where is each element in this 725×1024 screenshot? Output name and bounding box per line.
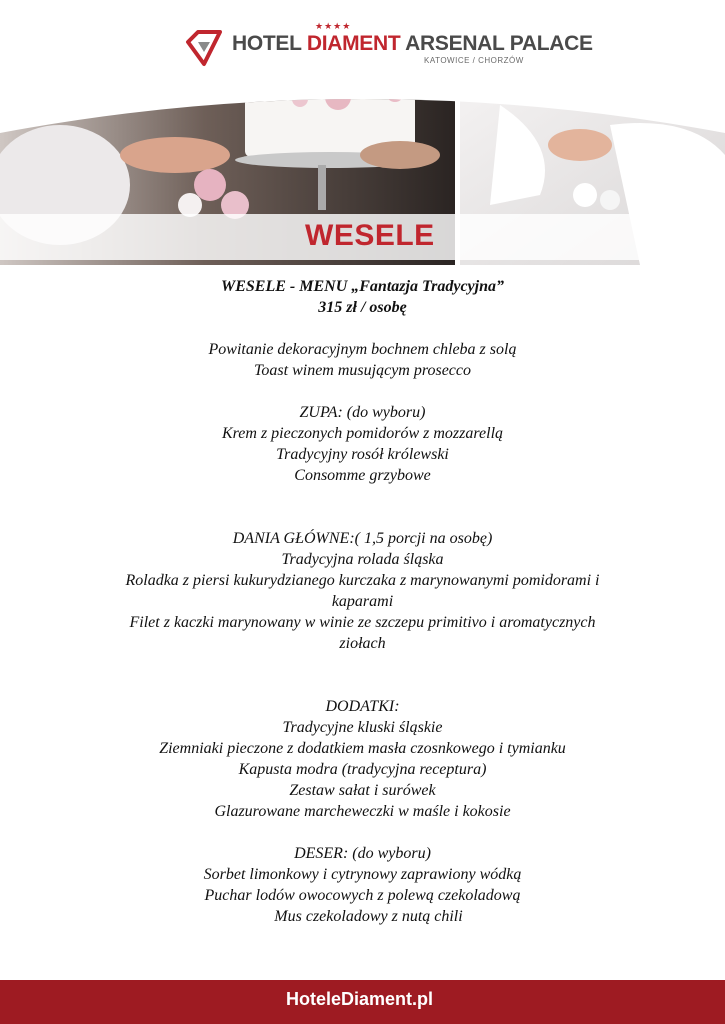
- main-item: ziołach: [339, 635, 386, 652]
- welcome-item: Toast winem musującym prosecco: [253, 362, 472, 379]
- dessert-heading: DESER: (do wyboru): [294, 845, 431, 862]
- hotel-city: KATOWICE / CHORZÓW: [424, 56, 524, 65]
- dessert-item: Sorbet limonkowy i cytrynowy zaprawiony wódką: [203, 866, 522, 883]
- side-item: Tradycyjne kluski śląskie: [282, 719, 443, 736]
- side-item: Kapusta modra (tradycyjna receptura): [238, 761, 487, 778]
- menu-price: 315 zł / osobę: [318, 299, 407, 316]
- welcome-item: Powitanie dekoracyjnym bochnem chleba z solą: [208, 341, 517, 358]
- hotel-name-part3: ARSENAL PALACE: [405, 32, 593, 55]
- hotel-logo: [0, 22, 725, 72]
- dessert-item: Mus czekoladowy z nutą chili: [274, 908, 463, 925]
- soup-item: Krem z pieczonych pomidorów z mozzarellą: [221, 425, 504, 442]
- website-link[interactable]: HoteleDiament.pl: [286, 989, 434, 1009]
- soup-item: Consomme grzybowe: [294, 467, 431, 484]
- hotel-name: [232, 32, 593, 56]
- menu-title: WESELE - MENU „Fantazja Tradycyjna”: [221, 278, 504, 295]
- diamond-logo-icon: [184, 28, 224, 68]
- main-item: Tradycyjna rolada śląska: [281, 551, 444, 568]
- soup-heading: ZUPA: (do wyboru): [299, 404, 426, 421]
- banner-title: WESELE: [305, 219, 435, 252]
- main-item: kaparami: [331, 593, 394, 610]
- hotel-name-part2: DIAMENT: [306, 32, 401, 55]
- footer-bar: [0, 980, 725, 1024]
- banner-title-bar: [0, 214, 725, 260]
- mains-heading: DANIA GŁÓWNE:( 1,5 porcji na osobę): [232, 530, 493, 547]
- soup-item: Tradycyjny rosół królewski: [276, 446, 449, 463]
- menu-content: [60, 276, 665, 927]
- main-item: Roladka z piersi kukurydzianego kurczaka z marynowanymi pomidorami i: [125, 572, 600, 589]
- side-item: Zestaw sałat i surówek: [289, 782, 436, 799]
- main-item: Filet z kaczki marynowany w winie ze szczepu primitivo i aromatycznych: [129, 614, 596, 631]
- hotel-stars: ★★★★: [315, 22, 352, 32]
- dessert-item: Puchar lodów owocowych z polewą czekoladową: [204, 887, 521, 904]
- hotel-name-part1: HOTEL: [232, 32, 302, 55]
- side-item: Ziemniaki pieczone z dodatkiem masła czosnkowego i tymianku: [159, 740, 566, 757]
- side-item: Glazurowane marcheweczki w maśle i kokosie: [214, 803, 511, 820]
- sides-heading: DODATKI:: [325, 698, 400, 715]
